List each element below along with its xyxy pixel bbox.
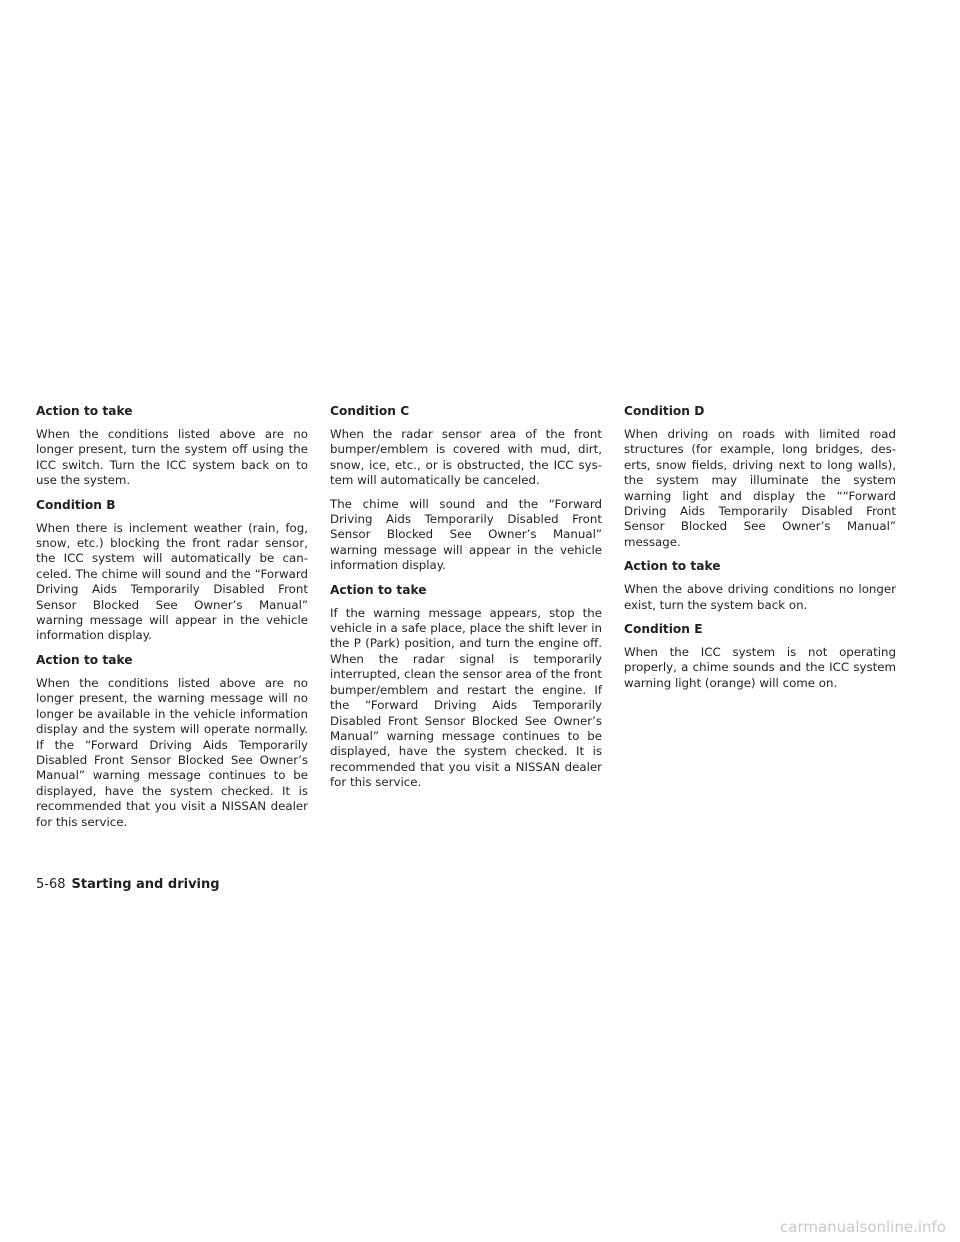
watermark: carmanualsonline.info	[780, 1218, 946, 1236]
section-title: Starting and driving	[71, 877, 220, 892]
section-heading: Condition B	[36, 497, 116, 512]
section-heading: Action to take	[36, 652, 133, 667]
body-paragraph: When driving on roads with limited road structures (for example, long bridges, deserts, snow fields, driving next to long walls), the system may illuminate the system warning light and display the ““Forward Driving Aids Temporarily Disabled Front Sensor Blocked See Owner’s Manual” message.	[624, 427, 896, 549]
text-column-3	[624, 403, 896, 699]
body-paragraph: When the conditions listed above are no longer present, the warning message will no longer be available in the vehicle information display and the system will operate normally. If the “Forward Driving Aids Temporarily Disabled Front Sensor Blocked See Owner’s Manual” warning message continues to be displayed, have the system checked. It is recommended that you visit a NISSAN dealer for this service.	[36, 675, 308, 829]
body-paragraph: The chime will sound and the “Forward Driving Aids Temporarily Disabled Front Sensor Blocked See Owner’s Manual” warning message will appear in the vehicle information display.	[330, 496, 602, 573]
page-footer	[36, 876, 220, 894]
body-paragraph: When the above driving conditions no longer exist, turn the system back on.	[624, 582, 896, 612]
section-heading: Action to take	[330, 582, 427, 597]
body-paragraph: When the conditions listed above are no longer present, turn the system off using the ICC switch. Turn the ICC system back on to use the system.	[36, 427, 308, 488]
section-heading: Action to take	[36, 404, 133, 418]
section-heading: Condition E	[624, 622, 703, 637]
body-paragraph: When there is inclement weather (rain, fog, snow, etc.) blocking the front radar sensor, the ICC system will automatically be canceled. The chime will sound and the “Forward Driving Aids Temporarily Disabled Front Sensor Blocked See Owner’s Manual” warning message will appear in the vehicle information display.	[36, 520, 308, 643]
body-paragraph: When the ICC system is not operating properly, a chime sounds and the ICC system warning light (orange) will come on.	[624, 645, 896, 690]
section-heading: Action to take	[624, 559, 721, 574]
body-paragraph: If the warning message appears, stop the vehicle in a safe place, place the shift lever in the P (Park) position, and turn the engine off. When the radar signal is temporarily interrupted, clean the sensor area of the front bumper/emblem and restart the engine. If the “Forward Driving Aids Temporarily Disabled Front Sensor Blocked See Owner’s Manual” warning message continues to be displayed, have the system checked. It is recommended that you visit a NISSAN dealer for this service.	[330, 605, 602, 790]
text-column-1	[36, 403, 308, 838]
section-heading: Condition C	[330, 404, 410, 418]
page-number: 5-68	[36, 877, 66, 892]
body-paragraph: When the radar sensor area of the front bumper/emblem is covered with mud, dirt, snow, ice, etc., or is obstructed, the ICC system will automatically be canceled.	[330, 427, 602, 488]
section-heading: Condition D	[624, 404, 705, 418]
text-column-2	[330, 403, 602, 799]
